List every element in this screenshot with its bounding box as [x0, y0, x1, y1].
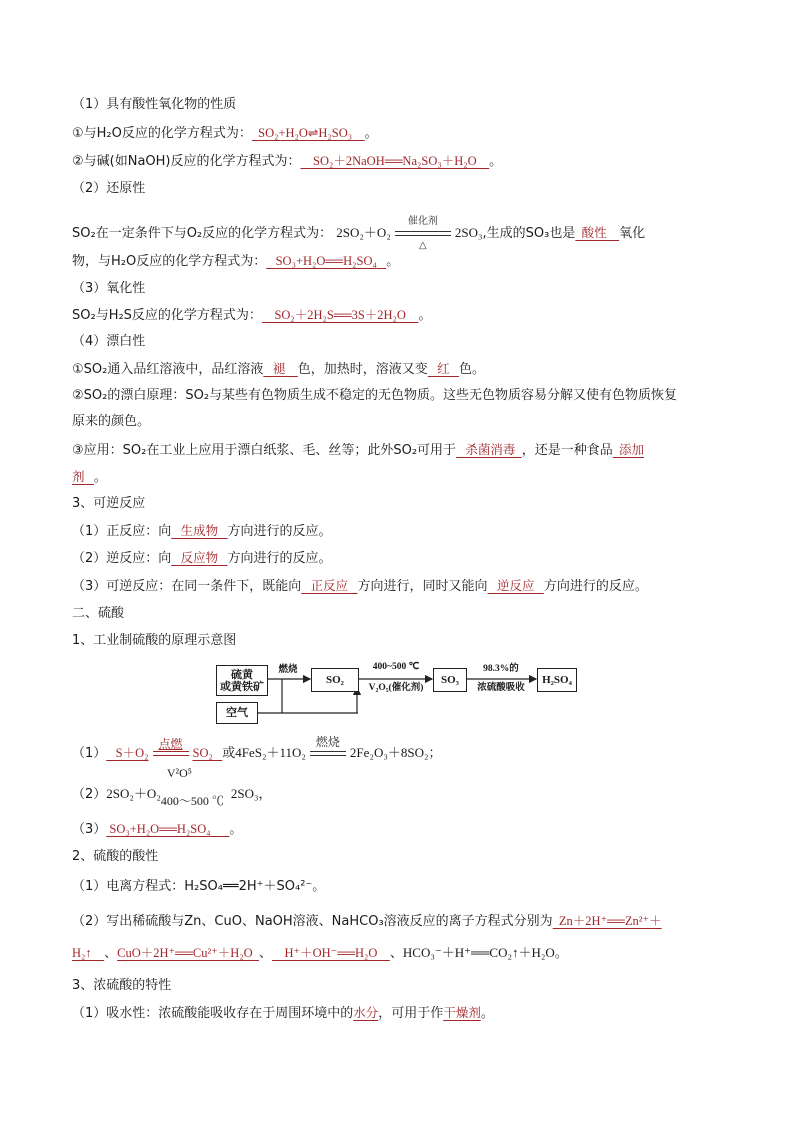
answer-blank: SO₂＋2H₂S══3S＋2H₂O: [274, 308, 406, 322]
equation-left: 2SO₂＋O₂: [336, 225, 391, 240]
item-number: （2）: [72, 787, 107, 802]
text: 、: [104, 946, 118, 961]
text: （1）吸水性：浓硫酸能吸收存在于周围环境中的: [72, 1006, 354, 1021]
process-reaction-2: [72, 765, 272, 808]
reversible-line-1: [72, 522, 332, 541]
reaction-line-so2-o2: [72, 215, 646, 251]
heading-acidity: 2、硫酸的酸性: [72, 849, 159, 864]
process-reaction-3: [72, 820, 242, 839]
label-temperature: 400~500 ℃: [372, 662, 420, 672]
text: ③应用：SO₂在工业上应用于漂白纸浆、毛、丝等；此外SO₂可用于: [72, 443, 457, 458]
condition-arrow: 点燃: [149, 745, 193, 763]
label-burn: 燃烧: [278, 665, 298, 675]
heading-reducibility: （2）还原性: [72, 181, 146, 196]
label-absorb-2: 浓硫酸吸收: [477, 683, 525, 693]
heading-industrial: 1、工业制硫酸的原理示意图: [72, 633, 237, 648]
condition-arrow: 燃烧: [306, 745, 350, 763]
text: ②与碱(如NaOH)反应的化学方程式为：: [72, 154, 301, 169]
text: 方向进行的反应。: [543, 579, 648, 594]
text: 色，加热时，溶液又变: [297, 362, 428, 377]
bleaching-line-5: [72, 468, 107, 487]
text: 。: [480, 1006, 494, 1021]
process-reaction-1: [72, 734, 442, 763]
reversible-line-2: [72, 549, 332, 568]
heading-sulfuric-acid: 二、硫酸: [72, 606, 125, 621]
box-air: 空气: [216, 702, 258, 724]
heading-oxidizability: （3）氧化性: [72, 281, 146, 296]
text: （2）逆反应：向: [72, 551, 172, 566]
answer-blank: 反应物: [180, 551, 219, 565]
text: 2Fe₂O₃＋8SO₂；: [349, 745, 442, 760]
text: 2SO₃，: [230, 786, 272, 801]
catalyst-condition: V²O⁵ 400～500 ℃: [160, 765, 224, 808]
text: ①与H₂O反应的化学方程式为：: [72, 126, 252, 141]
text: ，可用于作: [378, 1006, 444, 1021]
text: ①SO₂通入品红溶液中，品红溶液: [72, 362, 264, 377]
heading-reversible: 3、可逆反应: [72, 496, 146, 511]
ionization-line: （1）电离方程式：H₂SO₄══2H⁺＋SO₄²⁻。: [72, 879, 326, 894]
text: SO₂在一定条件下与O₂反应的化学方程式为：: [72, 226, 333, 241]
item-number: （1）: [72, 746, 107, 761]
text: 物，与H₂O反应的化学方程式为：: [72, 254, 267, 269]
text: 方向进行的反应。: [227, 551, 332, 566]
text: SO₂与H₂S反应的化学方程式为：: [72, 308, 262, 323]
answer-blank: S＋O₂: [115, 746, 149, 760]
item-number: （3）: [72, 822, 107, 837]
text: 。: [364, 126, 378, 141]
answer-blank: 褪: [272, 362, 286, 376]
answer-blank: H₂↑: [72, 946, 92, 960]
text: 。: [229, 822, 243, 837]
heading-bleaching: （4）漂白性: [72, 334, 146, 349]
answer-blank: 逆反应: [496, 579, 535, 593]
answer-blank: H⁺＋OH⁻══H₂O: [284, 946, 378, 960]
equation-right: 2SO₃: [454, 225, 483, 240]
heading-acidic-oxide: （1）具有酸性氧化物的性质: [72, 97, 237, 112]
text: （1）正反应：向: [72, 524, 172, 539]
bleaching-line-4: [72, 441, 644, 460]
answer-blank: 剂: [72, 470, 85, 484]
answer-blank: 生成物: [180, 524, 219, 538]
answer-blank: 正反应: [310, 579, 349, 593]
reversible-line-3: [72, 577, 648, 596]
answer-blank: CuO＋2H⁺══Cu²⁺＋H₂O: [117, 946, 253, 960]
heading-concentrated: 3、浓硫酸的特性: [72, 978, 172, 993]
hygroscopic-line: [72, 1004, 494, 1023]
text: 氧化: [619, 226, 646, 241]
reaction-line-water: [72, 124, 378, 143]
reaction-line-base: [72, 152, 502, 171]
reversible-arrow: 催化剂 △: [391, 225, 455, 243]
box-so2: SO₂: [311, 668, 359, 692]
answer-blank: SO₃+H₂O══H₂SO₄: [109, 822, 211, 836]
reaction-line-h2s: [72, 306, 431, 325]
bleaching-line-1: [72, 360, 485, 379]
answer-blank: 干燥剂: [443, 1006, 481, 1020]
answer-blank: 杀菌消毒: [465, 443, 516, 457]
bleaching-line-2: ②SO₂的漂白原理：SO₂与某些有色物质生成不稳定的无色物质。这些无色物质容易分解又使有色物质恢复: [72, 388, 678, 403]
text: 或4FeS₂＋11O₂: [222, 745, 306, 760]
box-h2so4: H₂SO₄: [537, 668, 577, 692]
answer-blank: 水分: [353, 1006, 379, 1020]
text: 方向进行的反应。: [227, 524, 332, 539]
answer-blank: 红: [437, 362, 450, 376]
label-catalyst: V₂O₅(催化剂): [368, 683, 424, 693]
text: （3）可逆反应：在同一条件下，既能向: [72, 579, 302, 594]
text: 。: [418, 308, 432, 323]
box-sulfur-ore: 硫黄 或黄铁矿: [216, 665, 268, 696]
bleaching-line-3: 原来的颜色。: [72, 414, 151, 429]
ionic-equation-line-1: [72, 912, 662, 931]
text: 2SO₂＋O₂: [106, 786, 161, 801]
text: 色。: [459, 362, 486, 377]
answer-blank: 酸性: [581, 226, 607, 240]
text: 、HCO₃⁻＋H⁺══CO₂↑＋H₂O。: [389, 945, 568, 960]
answer-blank: 添加: [618, 443, 644, 457]
answer-blank: SO₂: [192, 746, 213, 760]
answer-blank: SO₃+H₂O══H₂SO₄: [275, 254, 377, 268]
text: 。: [489, 154, 503, 169]
reaction-line-so3-water: [72, 252, 399, 271]
ionic-equation-line-2: [72, 944, 568, 963]
answer-blank: Zn＋2H⁺══Zn²⁺＋: [558, 914, 662, 928]
text: （2）写出稀硫酸与Zn、CuO、NaOH溶液、NaHCO₃溶液反应的离子方程式分别为: [72, 914, 553, 929]
text: 。: [386, 254, 400, 269]
answer-blank: SO₂＋2NaOH══Na₂SO₃＋H₂O: [313, 154, 477, 168]
label-absorb-1: 98.3%的: [483, 664, 519, 674]
text: 。: [93, 470, 107, 485]
text: 、: [258, 946, 272, 961]
box-so3: SO₃: [433, 668, 467, 692]
text: 方向进行，同时又能向: [357, 579, 488, 594]
text: ，还是一种食品: [521, 443, 613, 458]
answer-blank: SO₂+H₂O⇌H₂SO₃: [258, 126, 353, 140]
text: ,生成的SO₃也是: [482, 226, 576, 241]
